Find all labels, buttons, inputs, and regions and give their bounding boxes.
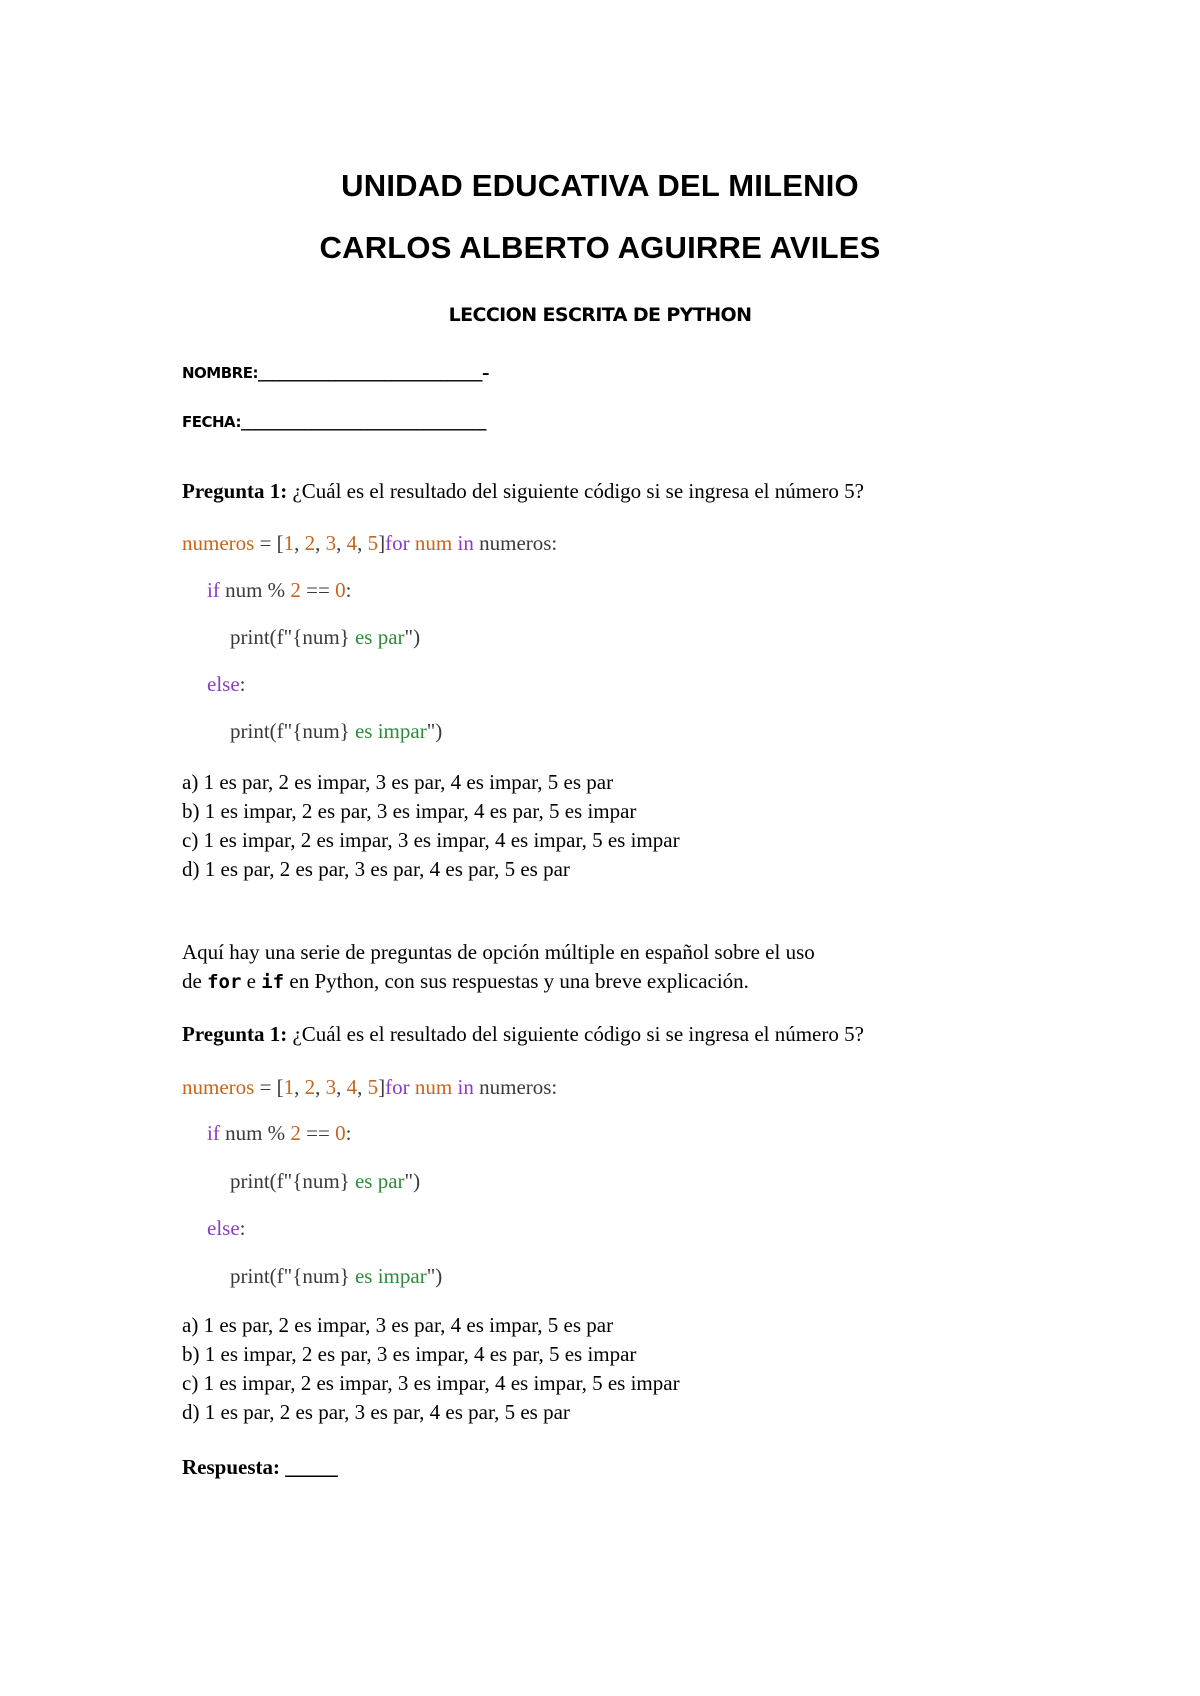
code-num: 4	[346, 1075, 358, 1099]
code-colon: :	[239, 1216, 246, 1240]
code-num: 5	[367, 531, 379, 555]
code-num: 4	[346, 531, 358, 555]
option-b[interactable]: b) 1 es impar, 2 es par, 3 es impar, 4 es par, 5 es impar	[182, 799, 637, 823]
code-line-1	[182, 1075, 557, 1100]
code-num: 2	[304, 531, 316, 555]
question-text: ¿Cuál es el resultado del siguiente código si se ingresa el número 5?	[287, 1022, 864, 1046]
code-fvar: {num}	[292, 1264, 350, 1288]
code-iterable: numeros:	[473, 531, 558, 555]
code-keyword-if: if	[207, 578, 220, 602]
answer-label: Respuesta:	[182, 1455, 280, 1479]
code-colon: :	[345, 578, 352, 602]
code-line-3	[230, 625, 420, 650]
code-var: numeros	[182, 1075, 255, 1099]
code-iterable: numeros:	[473, 1075, 558, 1099]
date-label: FECHA:	[182, 413, 241, 431]
answer-blank[interactable]: _____	[280, 1455, 338, 1479]
option-b[interactable]: b) 1 es impar, 2 es par, 3 es impar, 4 es par, 5 es impar	[182, 1342, 637, 1366]
code-line-2	[207, 578, 351, 603]
code-eqeq: ==	[300, 578, 336, 602]
code-loopvar: num	[409, 531, 458, 555]
code-keyword-if: if	[207, 1121, 220, 1145]
code-string: es impar	[349, 1264, 427, 1288]
code-expr: num %	[219, 1121, 291, 1145]
option-d[interactable]: d) 1 es par, 2 es par, 3 es par, 4 es par, 5 es par	[182, 1400, 570, 1424]
code-line-4	[207, 672, 246, 697]
code-loopvar: num	[409, 1075, 458, 1099]
code-sep: ,	[336, 1075, 347, 1099]
code-num: 0	[335, 1121, 346, 1145]
intro-line-1: Aquí hay una serie de preguntas de opción múltiple en español sobre el uso	[182, 940, 815, 964]
name-blank[interactable]: ________________________________–	[257, 364, 489, 382]
code-colon: :	[239, 672, 246, 696]
options-list-1	[182, 768, 680, 884]
code-fvar: {num}	[292, 719, 350, 743]
code-eq: = [	[254, 1075, 284, 1099]
code-close: ")	[426, 719, 443, 743]
code-eqeq: ==	[300, 1121, 336, 1145]
code-sep: ,	[357, 531, 368, 555]
code-print: print(f"	[230, 1169, 293, 1193]
code-keyword-else: else	[207, 1216, 240, 1240]
option-c[interactable]: c) 1 es impar, 2 es impar, 3 es impar, 4 es impar, 5 es impar	[182, 828, 680, 852]
name-field[interactable]	[182, 364, 489, 382]
code-keyword-for: for	[385, 531, 410, 555]
option-a[interactable]: a) 1 es par, 2 es impar, 3 es par, 4 es impar, 5 es par	[182, 1313, 614, 1337]
option-c[interactable]: c) 1 es impar, 2 es impar, 3 es impar, 4 es impar, 5 es impar	[182, 1371, 680, 1395]
code-sep: ,	[315, 531, 326, 555]
document-subtitle: LECCION ESCRITA DE PYTHON	[448, 304, 752, 326]
code-line-1	[182, 531, 557, 556]
keyword-for: for	[207, 971, 242, 993]
question-1-title	[182, 479, 864, 504]
code-sep: ,	[294, 1075, 305, 1099]
code-line-4	[207, 1216, 246, 1241]
question-text: ¿Cuál es el resultado del siguiente código si se ingresa el número 5?	[287, 479, 864, 503]
code-line-3	[230, 1169, 420, 1194]
question-label: Pregunta 1:	[182, 1022, 288, 1046]
code-print: print(f"	[230, 1264, 293, 1288]
code-num: 3	[325, 531, 337, 555]
code-keyword-in: in	[457, 1075, 474, 1099]
option-a[interactable]: a) 1 es par, 2 es impar, 3 es par, 4 es impar, 5 es par	[182, 770, 614, 794]
intro-text: en Python, con sus respuestas y una breve explicación.	[284, 969, 749, 993]
code-sep: ,	[294, 531, 305, 555]
code-line-5	[230, 719, 442, 744]
code-line-2	[207, 1121, 351, 1146]
code-num: 0	[335, 578, 346, 602]
code-print: print(f"	[230, 625, 293, 649]
code-fvar: {num}	[292, 625, 350, 649]
options-list-2	[182, 1311, 680, 1427]
code-colon: :	[345, 1121, 352, 1145]
code-keyword-in: in	[457, 531, 474, 555]
code-close: ")	[404, 1169, 421, 1193]
code-close: ")	[426, 1264, 443, 1288]
name-label: NOMBRE:	[182, 364, 258, 382]
date-field[interactable]	[182, 413, 486, 431]
intro-line-2	[182, 967, 815, 997]
code-line-5	[230, 1264, 442, 1289]
code-keyword-else: else	[207, 672, 240, 696]
code-expr: num %	[219, 578, 291, 602]
intro-text: e	[241, 969, 262, 993]
keyword-if: if	[261, 971, 285, 993]
school-name-line1: UNIDAD EDUCATIVA DEL MILENIO	[341, 168, 859, 203]
code-string: es par	[349, 1169, 405, 1193]
code-num: 1	[283, 531, 295, 555]
code-keyword-for: for	[385, 1075, 410, 1099]
question-label: Pregunta 1:	[182, 479, 288, 503]
code-sep: ,	[336, 531, 347, 555]
code-string: es impar	[349, 719, 427, 743]
code-fvar: {num}	[292, 1169, 350, 1193]
code-num: 3	[325, 1075, 337, 1099]
code-bracket: ]	[378, 531, 386, 555]
question-2-title	[182, 1022, 864, 1047]
code-close: ")	[404, 625, 421, 649]
intro-text: de	[182, 969, 208, 993]
intro-paragraph	[182, 938, 815, 997]
code-sep: ,	[357, 1075, 368, 1099]
date-blank[interactable]: ___________________________________	[240, 413, 486, 431]
code-num: 5	[367, 1075, 379, 1099]
code-var: numeros	[182, 531, 255, 555]
code-num: 2	[290, 578, 301, 602]
code-print: print(f"	[230, 719, 293, 743]
code-eq: = [	[254, 531, 284, 555]
code-string: es par	[349, 625, 405, 649]
code-sep: ,	[315, 1075, 326, 1099]
code-bracket: ]	[378, 1075, 386, 1099]
code-num: 2	[304, 1075, 316, 1099]
code-num: 2	[290, 1121, 301, 1145]
answer-field[interactable]	[182, 1455, 338, 1480]
school-name-line2: CARLOS ALBERTO AGUIRRE AVILES	[319, 230, 881, 265]
option-d[interactable]: d) 1 es par, 2 es par, 3 es par, 4 es par, 5 es par	[182, 857, 570, 881]
code-num: 1	[283, 1075, 295, 1099]
